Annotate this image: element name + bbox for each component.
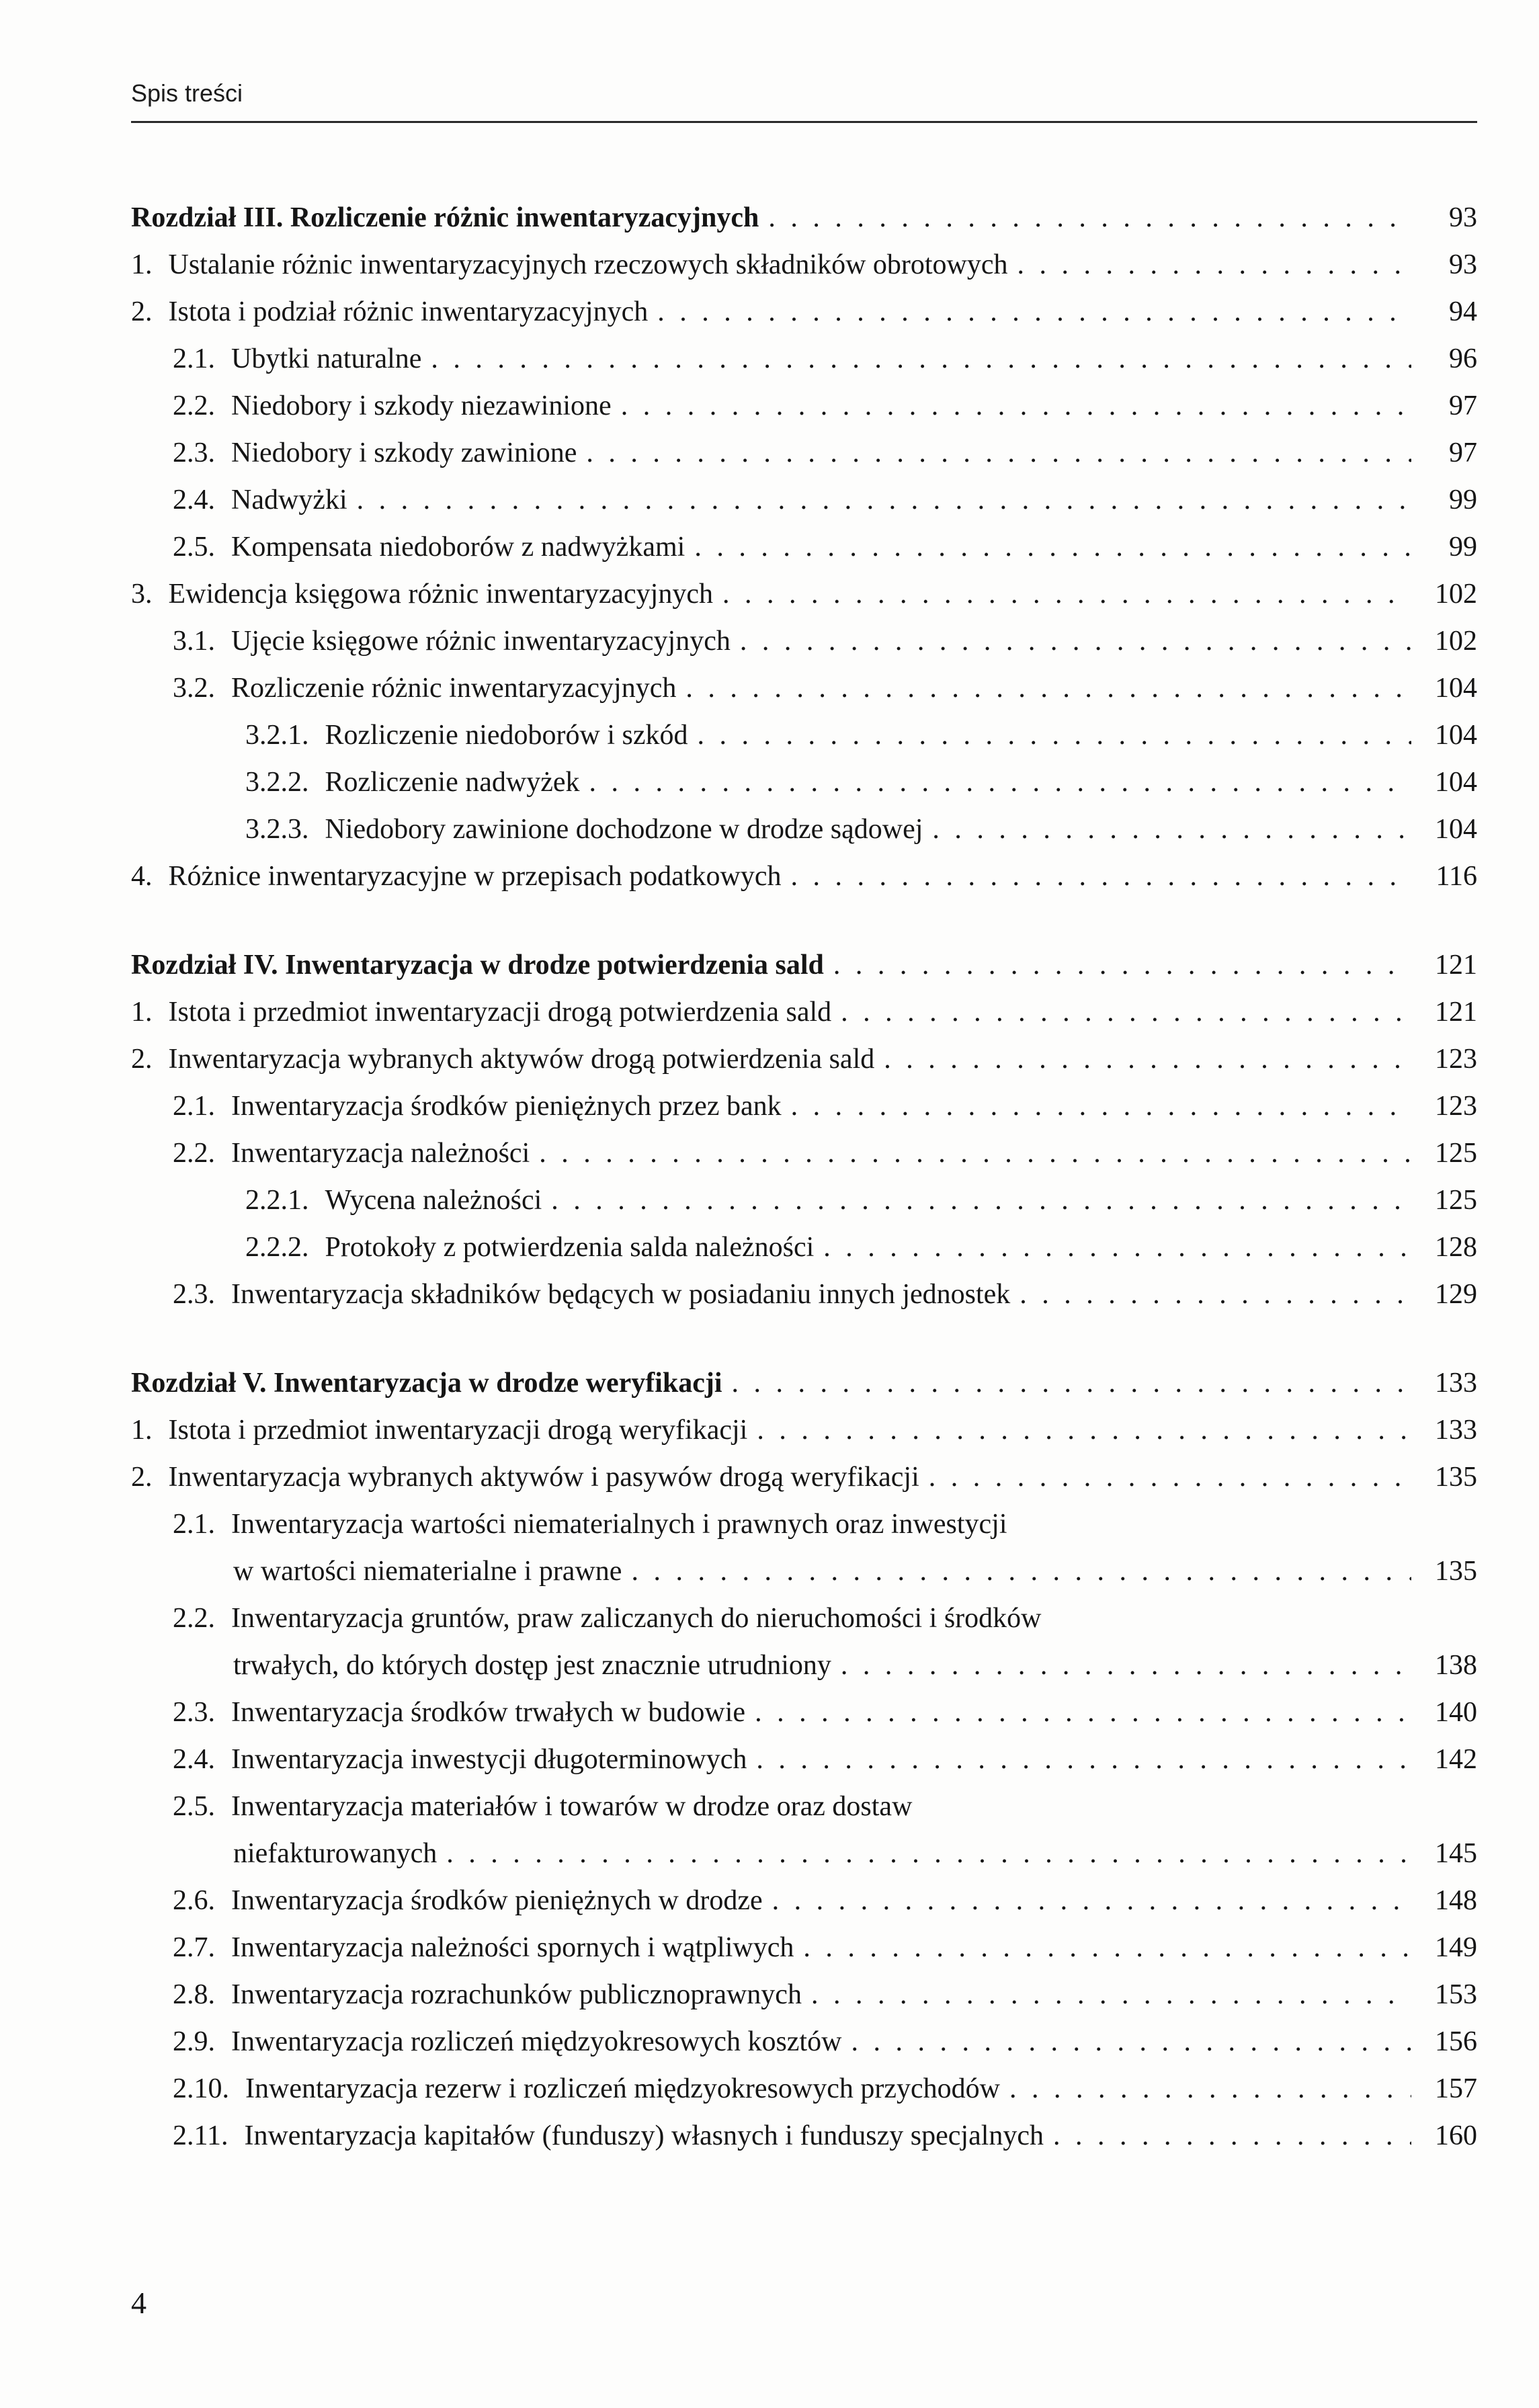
- toc-entry-page: 135: [1435, 1462, 1477, 1493]
- toc-entry-text: Niedobory zawinione dochodzone w drodze sądowej: [325, 814, 923, 845]
- dot-leader: [694, 524, 1411, 571]
- toc-entry: [131, 1501, 1477, 1548]
- toc-entry-page: 156: [1435, 2026, 1477, 2057]
- toc-entry-number: 2.2.: [173, 1138, 215, 1169]
- toc-entry: [131, 571, 1477, 618]
- dot-leader: [732, 1360, 1411, 1407]
- toc-entry-text: Ubytki naturalne: [231, 343, 422, 374]
- toc-entry-text: Kompensata niedoborów z nadwyżkami: [231, 532, 685, 563]
- toc-entry-page: 148: [1435, 1885, 1477, 1916]
- toc-entry-number: 2.: [131, 1462, 153, 1493]
- toc-entry-text: Ustalanie różnic inwentaryzacyjnych rzeczowych składników obrotowych: [168, 249, 1008, 280]
- dot-leader: [698, 712, 1411, 759]
- toc-entry: [131, 1036, 1477, 1083]
- dot-leader: [740, 618, 1411, 665]
- toc-entry-page: 121: [1435, 950, 1477, 981]
- toc-entry: [131, 1130, 1477, 1177]
- toc-entry: [131, 1177, 1477, 1224]
- toc-entry-text: Inwentaryzacja należności: [231, 1138, 530, 1169]
- dot-leader: [929, 1454, 1411, 1501]
- toc-entry-page: 145: [1435, 1838, 1477, 1869]
- toc-entry-page: 102: [1435, 579, 1477, 610]
- toc-entry-page: 133: [1435, 1415, 1477, 1446]
- toc-entry-page: 125: [1435, 1185, 1477, 1216]
- toc-entry-text: Inwentaryzacja materiałów i towarów w drodze oraz dostaw: [231, 1791, 913, 1822]
- toc-entry: [131, 806, 1477, 853]
- toc-entry-text: Ujęcie księgowe różnic inwentaryzacyjnych: [231, 626, 731, 657]
- dot-leader: [539, 1130, 1411, 1177]
- toc-entry-continuation: [131, 1642, 1477, 1689]
- toc-entry: [131, 2065, 1477, 2112]
- toc-entry-continuation: [131, 1548, 1477, 1595]
- dot-leader: [621, 382, 1411, 429]
- toc-entry-number: 2.8.: [173, 1979, 215, 2010]
- toc-entry-text: Rozliczenie niedoborów i szkód: [325, 720, 688, 751]
- toc-section: [131, 194, 1477, 900]
- dot-leader: [446, 1830, 1411, 1877]
- toc-entry-page: 121: [1435, 997, 1477, 1028]
- toc-entry-page: 99: [1449, 485, 1477, 515]
- toc-entry: [131, 2112, 1477, 2159]
- toc-entry: [131, 1271, 1477, 1318]
- toc-entry-page: 104: [1435, 673, 1477, 704]
- toc-entry-text: trwałych, do których dostęp jest znacznie utrudniony: [233, 1650, 831, 1681]
- dot-leader: [841, 989, 1411, 1036]
- dot-leader: [756, 1736, 1411, 1783]
- toc-entry-text: Inwentaryzacja rezerw i rozliczeń międzyokresowych przychodów: [245, 2073, 1000, 2104]
- toc-entry: [131, 1454, 1477, 1501]
- toc-entry-text: Rozliczenie różnic inwentaryzacyjnych: [231, 673, 677, 704]
- toc-entry-page: 129: [1435, 1279, 1477, 1310]
- toc-entry: [131, 712, 1477, 759]
- dot-leader: [589, 759, 1411, 806]
- toc-entry-page: 102: [1435, 626, 1477, 657]
- dot-leader: [1053, 2112, 1411, 2159]
- toc-entry: [131, 1360, 1477, 1407]
- toc-section: [131, 942, 1477, 1318]
- toc-entry: [131, 194, 1477, 241]
- dot-leader: [757, 1407, 1411, 1454]
- toc-entry-number: 1.: [131, 249, 153, 280]
- dot-leader: [685, 665, 1411, 712]
- document-page: [131, 0, 1477, 2159]
- toc-entry-page: 93: [1449, 249, 1477, 280]
- toc-entry-text: Inwentaryzacja wartości niematerialnych i prawnych oraz inwestycji: [231, 1509, 1007, 1540]
- toc-entry: [131, 335, 1477, 382]
- dot-leader: [884, 1036, 1411, 1083]
- toc-entry-number: 2.2.: [173, 1603, 215, 1634]
- dot-leader: [772, 1877, 1411, 1924]
- toc-entry: [131, 942, 1477, 989]
- toc-entry: [131, 2018, 1477, 2065]
- toc-entry-number: 3.2.1.: [245, 720, 309, 751]
- toc-entry-page: 99: [1449, 532, 1477, 563]
- toc-entry-page: 94: [1449, 296, 1477, 327]
- toc-entry: [131, 759, 1477, 806]
- toc-entry-number: 3.2.: [173, 673, 215, 704]
- toc-entry-page: 123: [1435, 1044, 1477, 1075]
- toc-entry-text: Niedobory i szkody zawinione: [231, 438, 577, 468]
- toc-entry-number: 2.7.: [173, 1932, 215, 1963]
- toc-entry-text: Inwentaryzacja wybranych aktywów i pasywów drogą weryfikacji: [168, 1462, 919, 1493]
- toc-entry-text: Inwentaryzacja gruntów, praw zaliczanych do nieruchomości i środków: [231, 1603, 1042, 1634]
- toc-entry-page: 160: [1435, 2120, 1477, 2151]
- toc: [131, 194, 1477, 2159]
- toc-entry-number: 3.1.: [173, 626, 215, 657]
- toc-entry-text: Rozdział IV. Inwentaryzacja w drodze potwierdzenia sald: [131, 950, 824, 981]
- toc-entry-page: 149: [1435, 1932, 1477, 1963]
- dot-leader: [755, 1689, 1411, 1736]
- toc-entry-number: 2.6.: [173, 1885, 215, 1916]
- toc-entry-text: Różnice inwentaryzacyjne w przepisach podatkowych: [168, 861, 782, 892]
- toc-entry: [131, 1407, 1477, 1454]
- toc-entry-text: Inwentaryzacja należności spornych i wątpliwych: [231, 1932, 794, 1963]
- dot-leader: [631, 1548, 1411, 1595]
- toc-entry-page: 157: [1435, 2073, 1477, 2104]
- toc-entry: [131, 1924, 1477, 1971]
- toc-entry: [131, 524, 1477, 571]
- toc-entry-text: Nadwyżki: [231, 485, 347, 515]
- toc-entry-number: 2.3.: [173, 1279, 215, 1310]
- toc-entry-text: Istota i podział różnic inwentaryzacyjnych: [168, 296, 649, 327]
- toc-entry: [131, 618, 1477, 665]
- dot-leader: [357, 476, 1411, 524]
- dot-leader: [586, 429, 1411, 476]
- toc-entry-text: Inwentaryzacja rozliczeń międzyokresowych kosztów: [231, 2026, 842, 2057]
- toc-entry-number: 4.: [131, 861, 153, 892]
- dot-leader: [551, 1177, 1411, 1224]
- toc-entry-text: Inwentaryzacja kapitałów (funduszy) własnych i funduszy specjalnych: [244, 2120, 1044, 2151]
- toc-entry-number: 2.1.: [173, 1091, 215, 1122]
- toc-entry-number: 2.10.: [173, 2073, 229, 2104]
- toc-entry-page: 97: [1449, 390, 1477, 421]
- toc-entry-number: 2.4.: [173, 1744, 215, 1775]
- toc-entry-page: 104: [1435, 767, 1477, 798]
- toc-entry-number: 3.2.3.: [245, 814, 309, 845]
- dot-leader: [1017, 241, 1411, 288]
- toc-entry-text: Inwentaryzacja środków pieniężnych przez bank: [231, 1091, 782, 1122]
- dot-leader: [841, 1642, 1411, 1689]
- toc-section: [131, 1360, 1477, 2159]
- toc-entry-page: 140: [1435, 1697, 1477, 1728]
- dot-leader: [833, 942, 1411, 989]
- toc-entry-page: 104: [1435, 720, 1477, 751]
- toc-entry-page: 123: [1435, 1091, 1477, 1122]
- toc-entry-page: 135: [1435, 1556, 1477, 1587]
- toc-entry-number: 2.1.: [173, 1509, 215, 1540]
- toc-entry-text: Rozdział V. Inwentaryzacja w drodze weryfikacji: [131, 1368, 722, 1399]
- footer-page-number: 4: [131, 2286, 147, 2320]
- page-header: [131, 0, 1477, 123]
- dot-leader: [657, 288, 1411, 335]
- toc-entry-page: 125: [1435, 1138, 1477, 1169]
- dot-leader: [431, 335, 1411, 382]
- toc-entry-text: Niedobory i szkody niezawinione: [231, 390, 612, 421]
- dot-leader: [851, 2018, 1411, 2065]
- toc-entry: [131, 241, 1477, 288]
- dot-leader: [1009, 2065, 1411, 2112]
- toc-entry-number: 2.1.: [173, 343, 215, 374]
- toc-entry: [131, 1224, 1477, 1271]
- toc-entry-continuation: [131, 1830, 1477, 1877]
- toc-entry-number: 2.3.: [173, 438, 215, 468]
- toc-entry: [131, 1595, 1477, 1642]
- toc-entry-number: 2.2.2.: [245, 1232, 309, 1263]
- toc-entry: [131, 429, 1477, 476]
- toc-entry: [131, 1736, 1477, 1783]
- toc-entry: [131, 853, 1477, 900]
- toc-entry-number: 2.4.: [173, 485, 215, 515]
- toc-entry-page: 133: [1435, 1368, 1477, 1399]
- toc-entry-text: Inwentaryzacja rozrachunków publicznoprawnych: [231, 1979, 802, 2010]
- toc-entry-number: 2.5.: [173, 1791, 215, 1822]
- toc-entry-text: Istota i przedmiot inwentaryzacji drogą weryfikacji: [168, 1415, 748, 1446]
- toc-entry-text: Rozliczenie nadwyżek: [325, 767, 580, 798]
- toc-entry-page: 96: [1449, 343, 1477, 374]
- toc-entry: [131, 1689, 1477, 1736]
- toc-entry: [131, 1971, 1477, 2018]
- dot-leader: [811, 1971, 1411, 2018]
- toc-entry-number: 2.: [131, 296, 153, 327]
- toc-entry: [131, 382, 1477, 429]
- toc-entry: [131, 1877, 1477, 1924]
- toc-entry-number: 2.9.: [173, 2026, 215, 2057]
- dot-leader: [803, 1924, 1411, 1971]
- toc-entry-text: Inwentaryzacja środków pieniężnych w drodze: [231, 1885, 763, 1916]
- toc-entry-page: 104: [1435, 814, 1477, 845]
- toc-entry: [131, 665, 1477, 712]
- dot-leader: [932, 806, 1411, 853]
- toc-entry: [131, 1783, 1477, 1830]
- toc-entry-page: 93: [1449, 202, 1477, 233]
- toc-entry-text: niefakturowanych: [233, 1838, 438, 1869]
- toc-entry-page: 128: [1435, 1232, 1477, 1263]
- toc-entry-number: 1.: [131, 997, 153, 1028]
- toc-entry-text: Protokoły z potwierdzenia salda należności: [325, 1232, 815, 1263]
- toc-entry-number: 3.2.2.: [245, 767, 309, 798]
- toc-entry-text: Ewidencja księgowa różnic inwentaryzacyjnych: [168, 579, 713, 610]
- toc-entry-page: 97: [1449, 438, 1477, 468]
- dot-leader: [791, 1083, 1411, 1130]
- toc-entry: [131, 476, 1477, 524]
- toc-entry-number: 2.5.: [173, 532, 215, 563]
- toc-entry-text: Inwentaryzacja wybranych aktywów drogą potwierdzenia sald: [168, 1044, 875, 1075]
- toc-entry-text: Inwentaryzacja składników będących w posiadaniu innych jednostek: [231, 1279, 1011, 1310]
- toc-entry-number: 2.2.1.: [245, 1185, 309, 1216]
- toc-entry: [131, 288, 1477, 335]
- toc-entry-number: 1.: [131, 1415, 153, 1446]
- dot-leader: [790, 853, 1411, 900]
- toc-entry-number: 2.: [131, 1044, 153, 1075]
- toc-entry-page: 138: [1435, 1650, 1477, 1681]
- toc-entry-page: 116: [1436, 861, 1477, 892]
- dot-leader: [1020, 1271, 1411, 1318]
- toc-entry-text: Rozdział III. Rozliczenie różnic inwentaryzacyjnych: [131, 202, 759, 233]
- toc-entry-page: 153: [1435, 1979, 1477, 2010]
- toc-entry-text: Inwentaryzacja inwestycji długoterminowych: [231, 1744, 747, 1775]
- toc-entry: [131, 989, 1477, 1036]
- toc-entry-number: 2.11.: [173, 2120, 228, 2151]
- toc-entry-text: w wartości niematerialne i prawne: [233, 1556, 622, 1587]
- dot-leader: [722, 571, 1411, 618]
- header-title: Spis treści: [131, 79, 243, 107]
- toc-entry-number: 2.2.: [173, 390, 215, 421]
- toc-entry: [131, 1083, 1477, 1130]
- dot-leader: [823, 1224, 1411, 1271]
- toc-entry-text: Inwentaryzacja środków trwałych w budowie: [231, 1697, 746, 1728]
- toc-entry-number: 2.3.: [173, 1697, 215, 1728]
- toc-entry-page: 142: [1435, 1744, 1477, 1775]
- dot-leader: [768, 194, 1411, 241]
- toc-entry-text: Wycena należności: [325, 1185, 542, 1216]
- toc-entry-text: Istota i przedmiot inwentaryzacji drogą potwierdzenia sald: [168, 997, 832, 1028]
- page-footer: [131, 2285, 147, 2321]
- toc-entry-number: 3.: [131, 579, 153, 610]
